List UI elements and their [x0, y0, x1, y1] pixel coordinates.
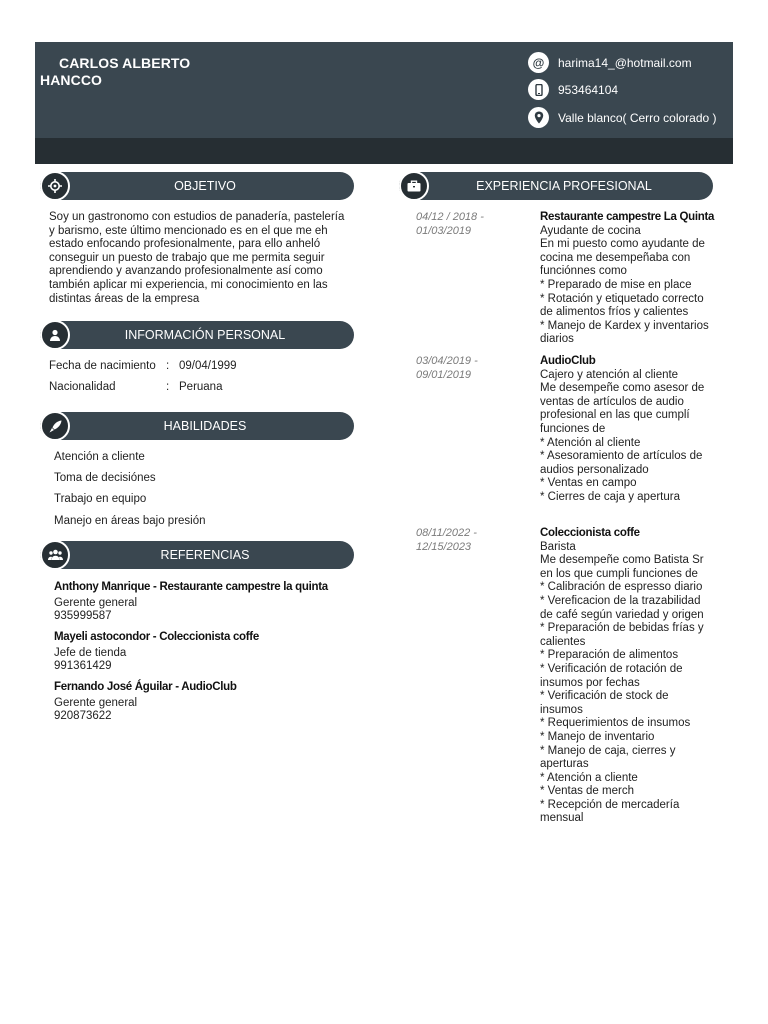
job-line: * Verificación de rotación de: [540, 662, 683, 675]
skill-item: Trabajo en equipo: [54, 493, 147, 505]
rocket-icon: [40, 411, 70, 441]
section-personal-header: [40, 321, 354, 349]
job-line: mensual: [540, 812, 584, 825]
section-title: OBJETIVO: [174, 179, 236, 193]
job-line: * Vereficacion de la trazabilidad: [540, 594, 701, 607]
reference-name: Mayeli astocondor - Coleccionista coffe: [54, 631, 259, 643]
job-company: Restaurante campestre La Quinta: [540, 211, 715, 223]
group-icon: [40, 540, 70, 570]
job-line: Ayudante de cocina: [540, 224, 641, 237]
contact-email[interactable]: [528, 52, 692, 73]
reference-phone: 991361429: [54, 660, 112, 673]
job-line: * Rotación y etiquetado correcto: [540, 292, 704, 305]
job-line: * Ventas en campo: [540, 477, 637, 490]
job-line: * Calibración de espresso diario: [540, 581, 703, 594]
section-title: REFERENCIAS: [160, 548, 250, 562]
objetivo-line: y barismo, este último mencionado es en el que me eh: [49, 224, 328, 237]
reference-role: Jefe de tienda: [54, 646, 127, 659]
section-title: EXPERIENCIA PROFESIONAL: [476, 179, 652, 193]
job-company: Coleccionista coffe: [540, 527, 640, 539]
job-line: cocina me desempeñaba con: [540, 251, 691, 264]
job-line: En mi puesto como ayudante de: [540, 238, 705, 251]
section-title: INFORMACIÓN PERSONAL: [124, 328, 286, 342]
job-line: * Preparado de mise en place: [540, 278, 692, 291]
job-line: calientes: [540, 635, 586, 648]
job-line: * Ventas de merch: [540, 785, 634, 798]
job-date-end: 12/15/2023: [416, 540, 472, 553]
reference-role: Gerente general: [54, 696, 138, 709]
address-text: Valle blanco( Cerro colorado ): [558, 110, 717, 125]
job-line: aperturas: [540, 758, 589, 771]
job-line: Me desempeñe como Batista Sr: [540, 554, 704, 567]
field-value: 09/04/1999: [179, 360, 237, 372]
phone-text: 953464104: [558, 82, 619, 97]
reference-name: Anthony Manrique - Restaurante campestre la quinta: [54, 581, 328, 593]
job-line: insumos por fechas: [540, 676, 640, 689]
at-icon: @: [528, 52, 549, 73]
job-company: AudioClub: [540, 355, 596, 367]
job-line: diarios: [540, 333, 574, 346]
contact-address: [528, 107, 717, 128]
job-dates: [416, 355, 531, 382]
job-entry: [540, 211, 720, 347]
job-line: profesional en las que cumplí: [540, 409, 690, 422]
job-date-end: 01/03/2019: [416, 224, 472, 237]
job-line: funciones de: [540, 422, 606, 435]
reference-item: [54, 581, 364, 624]
field-label: Nacionalidad: [49, 381, 116, 393]
job-line: * Atención al cliente: [540, 436, 641, 449]
objetivo-text: [49, 211, 359, 306]
job-entry: [540, 527, 720, 826]
field-separator: :: [166, 360, 170, 372]
section-objetivo-header: [40, 172, 354, 200]
job-line: audios personalizado: [540, 463, 649, 476]
objetivo-line: aprendiendo y avanzando profesionalmente así como: [49, 265, 323, 278]
job-line: * Asesoramiento de artículos de: [540, 450, 703, 463]
reference-item: [54, 631, 364, 674]
job-line: de alimentos fríos y calientes: [540, 306, 689, 319]
contact-phone[interactable]: [528, 79, 618, 100]
section-habilidades-header: [40, 412, 354, 440]
job-entry: [540, 355, 720, 505]
job-line: * Atención a cliente: [540, 771, 638, 784]
objetivo-line: conseguir un puesto de trabajo que me permita seguir: [49, 251, 325, 264]
personal-row-nationality: [49, 381, 222, 393]
job-date-start: 04/12 / 2018 -: [416, 211, 484, 223]
job-line: insumos: [540, 703, 583, 716]
job-date-start: 03/04/2019 -: [416, 355, 478, 367]
field-value: Peruana: [179, 381, 223, 393]
briefcase-icon: [399, 171, 429, 201]
skill-item: Toma de decisiónes: [54, 472, 156, 484]
job-line: ventas de artículos de audio: [540, 395, 684, 408]
section-experiencia-header: [399, 172, 713, 200]
reference-phone: 920873622: [54, 710, 112, 723]
job-line: en los que cumpli funciones de: [540, 567, 698, 580]
skill-item: Atención a cliente: [54, 451, 145, 463]
job-line: Barista: [540, 540, 576, 553]
job-line: * Preparación de bebidas frías y: [540, 622, 704, 635]
reference-item: [54, 681, 364, 724]
reference-role: Gerente general: [54, 596, 138, 609]
user-icon: [40, 320, 70, 350]
section-referencias-header: [40, 541, 354, 569]
job-line: Me desempeñe como asesor de: [540, 382, 705, 395]
job-line: Cajero y atención al cliente: [540, 368, 679, 381]
objetivo-line: Soy un gastronomo con estudios de panadería, pastelería: [49, 211, 345, 223]
target-icon: [40, 171, 70, 201]
personal-row-birthdate: [49, 360, 237, 372]
field-label: Fecha de nacimiento: [49, 360, 156, 372]
job-line: * Recepción de mercadería: [540, 798, 680, 811]
job-line: * Preparación de alimentos: [540, 649, 679, 662]
field-separator: :: [166, 381, 170, 393]
reference-name: Fernando José Águilar - AudioClub: [54, 681, 237, 693]
objetivo-line: distintas áreas de la empresa: [49, 292, 200, 305]
objetivo-line: también aplicar mi experiencia, mi conocimiento en las: [49, 278, 328, 291]
reference-phone: 935999587: [54, 610, 112, 623]
objetivo-line: estado enfocando profesionalmente, para ello anheló: [49, 238, 321, 251]
job-line: * Manejo de caja, cierres y: [540, 744, 676, 757]
job-dates: [416, 211, 531, 238]
job-line: * Verificación de stock de: [540, 690, 669, 703]
header-strip: [35, 138, 733, 164]
name-last: HANCCO: [40, 72, 103, 88]
phone-icon: [528, 79, 549, 100]
location-pin-icon: [528, 107, 549, 128]
job-line: de café según variedad y origen: [540, 608, 704, 621]
job-line: * Manejo de Kardex y inventarios: [540, 319, 709, 332]
job-line: * Manejo de inventario: [540, 730, 655, 743]
section-title: HABILIDADES: [163, 419, 247, 433]
name-first: CARLOS ALBERTO: [59, 55, 191, 71]
job-dates: [416, 527, 531, 554]
skill-item: Manejo en áreas bajo presión: [54, 515, 206, 527]
job-date-end: 09/01/2019: [416, 368, 472, 381]
job-line: funciónnes como: [540, 265, 627, 278]
job-line: * Cierres de caja y apertura: [540, 490, 680, 503]
job-date-start: 08/11/2022 -: [416, 527, 477, 539]
job-line: * Requerimientos de insumos: [540, 717, 691, 730]
email-text: harima14_@hotmail.com: [558, 55, 692, 70]
